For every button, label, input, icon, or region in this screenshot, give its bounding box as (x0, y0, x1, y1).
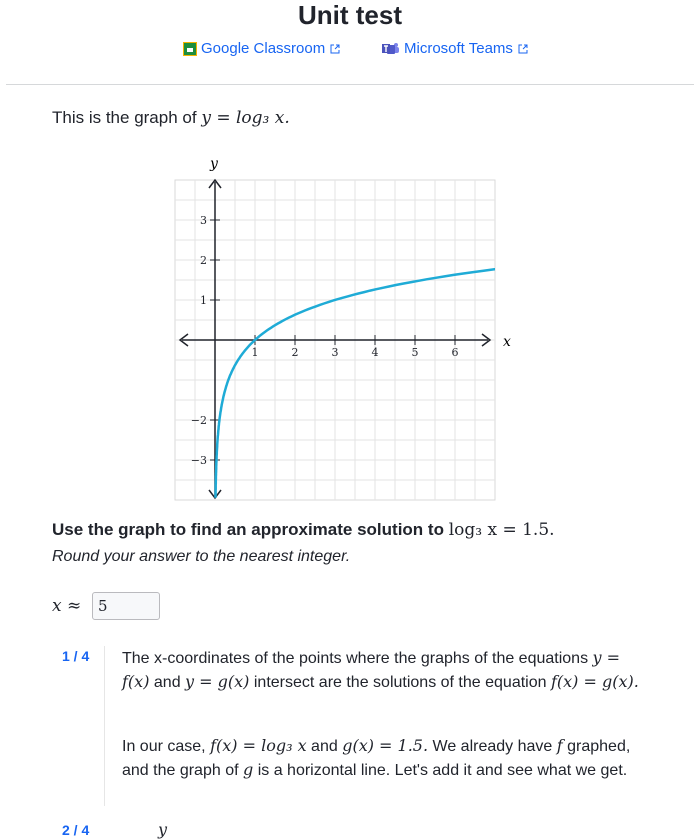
x-tick-label: 5 (411, 346, 419, 359)
hint-text: In our case, (122, 738, 206, 755)
external-link-icon (518, 44, 528, 54)
microsoft-teams-link[interactable] (382, 40, 528, 57)
problem-intro (52, 108, 290, 128)
hint-math: g(x) = 1.5. (342, 736, 429, 755)
log-graph (170, 150, 510, 510)
hint-step-2: 2 / 4 (62, 822, 90, 838)
hint-math: f(x) = g(x). (550, 672, 639, 691)
y-tick-label: 3 (200, 214, 207, 227)
hint-text: graphed, and the graph of (122, 738, 631, 779)
x-tick-label: 4 (371, 346, 379, 359)
y-tick-label: −2 (190, 414, 207, 427)
external-link-icon (330, 44, 340, 54)
google-classroom-label: Google Classroom (201, 40, 326, 57)
hint-step-1: 1 / 4 (62, 648, 90, 664)
answer-label: x ≈ (52, 596, 82, 616)
hint-text: and (311, 738, 338, 755)
google-classroom-link[interactable] (183, 40, 340, 57)
x-axis-label: x (503, 334, 511, 350)
intro-equation: y = log₃ x. (201, 108, 290, 128)
hint-text: The x-coordinates of the points where the graphs of the equations (122, 650, 589, 667)
round-instruction: Round your answer to the nearest integer. (52, 548, 351, 565)
page-title: Unit test (298, 0, 402, 30)
x-tick-label: 3 (331, 346, 339, 359)
question-text: Use the graph to find an approximate solution to (52, 520, 444, 539)
hint-step-bar (104, 646, 105, 806)
google-classroom-icon (183, 42, 197, 56)
x-tick-label: 6 (451, 346, 459, 359)
y-tick-label: −3 (190, 454, 207, 467)
question (52, 520, 555, 540)
hint-math: y = g(x) (185, 672, 250, 691)
answer-input[interactable] (92, 592, 160, 620)
hint-math: g (243, 760, 254, 779)
hint-math: y = f(x) (122, 648, 621, 691)
y-axis-label: y (210, 156, 218, 172)
hint-paragraph-1 (122, 646, 642, 694)
y-tick-label: 1 (200, 294, 207, 307)
intro-text: This is the graph of (52, 108, 197, 127)
hint-text: We already have (432, 738, 553, 755)
x-tick-label: 2 (291, 346, 299, 359)
hint-text: is a horizontal line. Let's add it and see what we get. (257, 762, 628, 779)
microsoft-teams-icon (382, 42, 400, 55)
hint-paragraph-2 (122, 734, 642, 782)
hint-text: and (153, 674, 181, 691)
x-tick-label: 1 (251, 346, 259, 359)
hint-math: f(x) = log₃ x (210, 736, 307, 755)
hint-2-y-label: y (158, 820, 168, 839)
microsoft-teams-label: Microsoft Teams (404, 40, 513, 57)
hint-text: intersect are the solutions of the equation (253, 674, 547, 691)
share-links (0, 40, 700, 62)
y-tick-label: 2 (200, 254, 207, 267)
question-equation: log₃ x = 1.5. (448, 520, 555, 540)
answer-row (52, 592, 160, 620)
hint-math: f (556, 736, 563, 755)
divider (6, 84, 694, 85)
